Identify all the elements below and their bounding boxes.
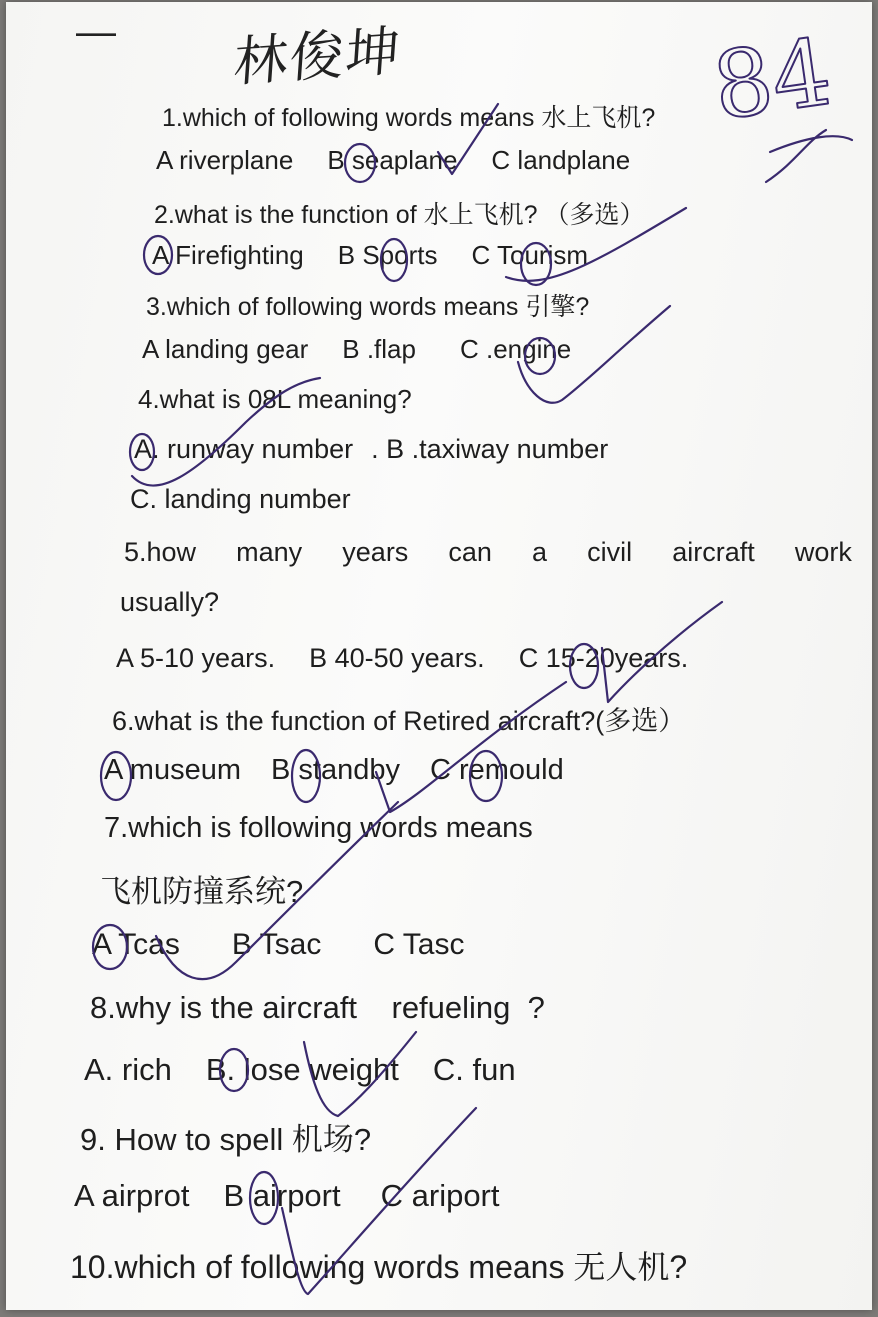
q2-option-b: B Sports: [337, 240, 438, 270]
q1-options: [156, 145, 630, 176]
question-8: 8.why is the aircraft refueling ?: [90, 990, 545, 1025]
question-7-cont: 飞机防撞系统?: [100, 874, 304, 909]
question-1: 1.which of following words means 水上飞机?: [162, 104, 656, 132]
q4-option-a: A. runway number: [134, 434, 354, 464]
q2-option-a: A Firefighting: [152, 240, 304, 270]
q5-option-b: B 40-50 years.: [309, 643, 485, 673]
q9-option-a: A airprot: [74, 1178, 190, 1213]
q4-option-c: C. landing number: [130, 484, 351, 514]
q7-option-a: A Tcas: [92, 928, 180, 961]
q8-option-c: C. fun: [432, 1052, 516, 1087]
q8-option-b: B. lose weight: [205, 1052, 399, 1087]
q8-option-a: A. rich: [84, 1052, 172, 1087]
header-dash: —: [76, 10, 116, 54]
q3-option-c: C .engine: [459, 334, 572, 364]
question-9: 9. How to spell 机场?: [80, 1122, 372, 1157]
q5-word: many: [236, 537, 303, 567]
q4-options: [134, 434, 608, 465]
q5-option-c: C 15-20years.: [518, 643, 689, 673]
q7-options: [92, 928, 465, 962]
question-10: 10.which of following words means 无人机?: [70, 1249, 688, 1285]
question-5-cont: usually?: [120, 587, 220, 617]
q5-option-a: A 5-10 years.: [116, 643, 276, 673]
q4-option-b: . B .taxiway number: [371, 434, 609, 464]
question-4: 4.what is 08L meaning?: [138, 384, 412, 414]
q6-option-b: B standby: [271, 754, 400, 786]
q6-options: [104, 754, 564, 787]
q1-option-c: C landplane: [491, 145, 631, 175]
q5-options: [116, 643, 688, 674]
q5-word: work: [794, 537, 852, 567]
q3-options: [142, 334, 571, 365]
q2-option-c: C Tourism: [471, 240, 589, 270]
q7-option-c: C Tasc: [373, 928, 465, 961]
q5-word: aircraft: [672, 537, 755, 567]
q2-options: [152, 240, 588, 271]
q1-option-a: A riverplane: [156, 145, 294, 175]
question-6: 6.what is the function of Retired aircraft?(多选）: [112, 706, 686, 736]
q3-option-b: B .flap: [342, 334, 416, 364]
q5-word: civil: [587, 537, 633, 567]
q6-option-a: A museum: [104, 754, 241, 786]
q5-word: years: [342, 537, 409, 567]
question-7: 7.which is following words means: [104, 812, 533, 844]
score-mark: 84: [706, 18, 838, 141]
question-3: 3.which of following words means 引擎?: [146, 293, 590, 321]
question-2: 2.what is the function of 水上飞机? （多选）: [154, 201, 645, 229]
answer-sheet: [6, 2, 872, 1310]
q9-options: [74, 1178, 500, 1214]
q8-options: [84, 1052, 516, 1088]
q9-option-c: C ariport: [380, 1178, 500, 1213]
q9-option-b: B airport: [223, 1178, 341, 1213]
q1-option-b: B seaplane: [327, 145, 458, 175]
student-name: 林俊坤: [231, 18, 404, 95]
q6-option-c: C remould: [429, 754, 564, 786]
score-underline-mark: [766, 130, 852, 182]
q7-option-b: B Tsac: [231, 928, 322, 961]
question-5: [124, 537, 852, 568]
q5-word: can: [448, 537, 492, 567]
q3-option-a: A landing gear: [142, 334, 309, 364]
q5-word: a: [532, 537, 548, 567]
q5-word: 5.how: [124, 537, 197, 567]
